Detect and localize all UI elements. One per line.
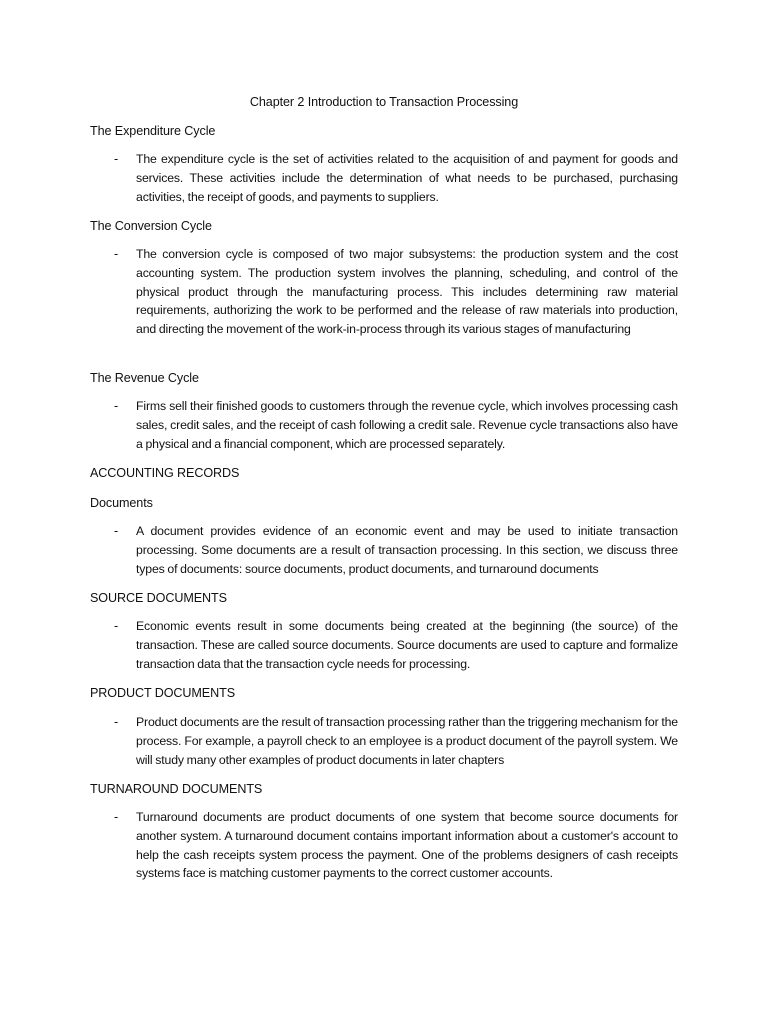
paragraph-expenditure-cycle: The expenditure cycle is the set of activities related to the acquisition of and payment for goods and services. These activities include the determination of what needs to be purchased, purchasing activities, the receipt of goods, and payments to suppliers. [136,152,678,204]
bullet-dash: - [114,247,119,261]
bullet-dash: - [114,715,119,729]
bullet-dash: - [114,619,119,633]
section-heading-turnaround-documents: TURNAROUND DOCUMENTS [90,782,263,796]
paragraph-source-documents: Economic events result in some documents being created at the beginning (the source) of the transaction. These are called source documents. Source documents are used to capture and formalize transaction data that the transaction cycle needs for processing. [136,619,678,671]
paragraph-conversion-cycle: The conversion cycle is composed of two major subsystems: the production system and the cost accounting system. The production system involves the planning, scheduling, and control of the physical product through the manufacturing process. This includes determining raw material requirements, authorizing the work to be performed and the release of raw materials into production, and directing the movement of the work-in-process through its various stages of manufacturing [136,247,678,337]
section-heading-documents: Documents [90,496,153,510]
page-title: Chapter 2 Introduction to Transaction Processing [249,95,519,109]
paragraph-product-documents: Product documents are the result of transaction processing rather than the triggering mechanism for the process. For example, a payroll check to an employee is a product document of the payroll system. We will study many other examples of product documents in later chapters [136,715,678,767]
paragraph-revenue-cycle: Firms sell their finished goods to customers through the revenue cycle, which involves processing cash sales, credit sales, and the receipt of cash following a credit sale. Revenue cycle transactions also have a physical and a financial component, which are processed separately. [136,399,678,451]
section-heading-accounting-records: ACCOUNTING RECORDS [90,466,240,480]
section-heading-conversion-cycle: The Conversion Cycle [90,219,212,233]
bullet-dash: - [114,810,119,824]
paragraph-documents: A document provides evidence of an economic event and may be used to initiate transaction processing. Some documents are a result of transaction processing. In this section, we discuss three types of documents: source documents, product documents, and turnaround documents [136,524,678,576]
section-heading-source-documents: SOURCE DOCUMENTS [90,591,227,605]
bullet-dash: - [114,152,119,166]
section-heading-product-documents: PRODUCT DOCUMENTS [90,686,235,700]
bullet-dash: - [114,524,119,538]
paragraph-turnaround-documents: Turnaround documents are product documents of one system that become source documents for another system. A turnaround document contains important information about a customer's account to help the cash receipts system process the payment. One of the problems designers of cash receipts systems face is matching customer payments to the correct customer accounts. [136,810,678,881]
section-heading-revenue-cycle: The Revenue Cycle [90,371,199,385]
bullet-dash: - [114,399,119,413]
section-heading-expenditure-cycle: The Expenditure Cycle [90,124,216,138]
